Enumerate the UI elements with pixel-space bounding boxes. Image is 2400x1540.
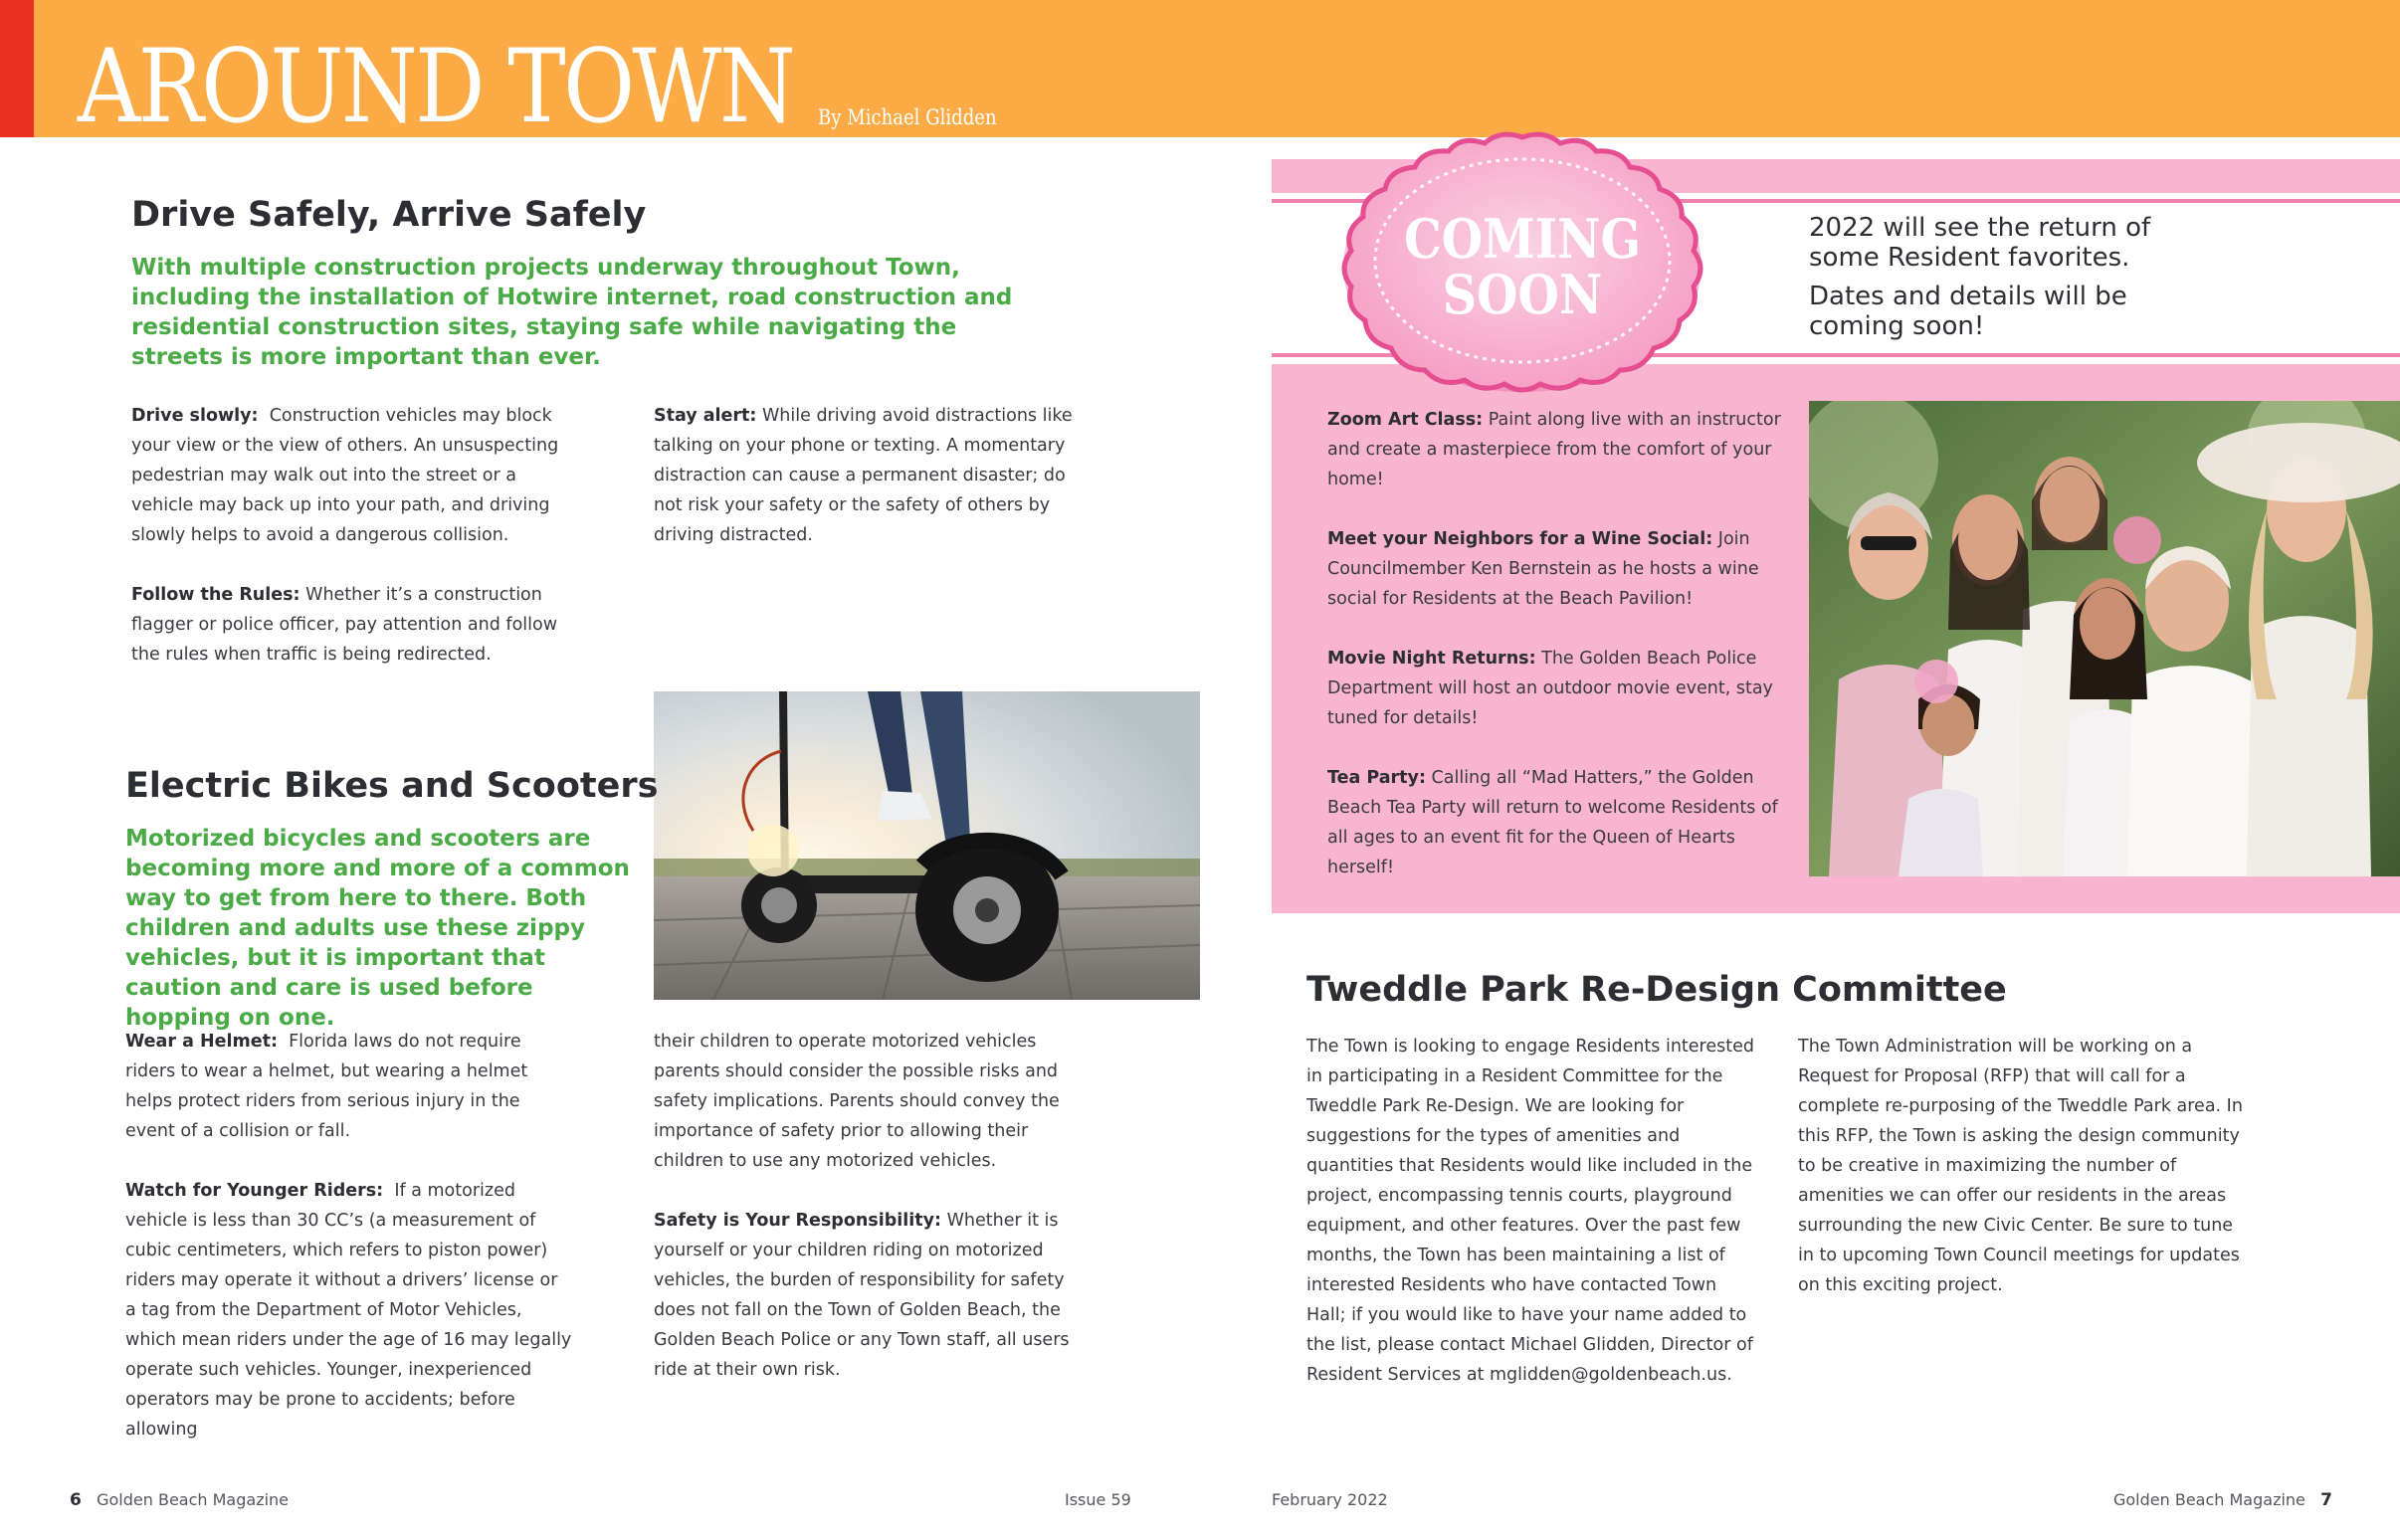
event-text: The Golden Beach Police Department will host an outdoor movie event, stay tuned for details! bbox=[1327, 649, 1773, 728]
events-list bbox=[1327, 405, 1781, 882]
drive-slowly-text: Construction vehicles may block your view or the view of others. An unsuspecting pedestrian may walk out into the street or a vehicle may back up into your path, and driving slowly helps to avoid a dangerous collision. bbox=[131, 406, 559, 545]
event-wine-social bbox=[1327, 524, 1781, 614]
drive-section-title: Drive Safely, Arrive Safely bbox=[131, 195, 647, 235]
event-text: Calling all “Mad Hatters,” the Golden Beach Tea Party will return to welcome Residents of all ages to an event fit for the Queen of Hearts herself! bbox=[1327, 768, 1778, 877]
residents-group-photo bbox=[1809, 401, 2400, 876]
header-accent-bar bbox=[0, 0, 34, 137]
drive-alert-text: While driving avoid distractions like talking on your phone or texting. A momentary distraction can cause a permanent disaster; do not risk your safety or the safety of others by driving distracted. bbox=[654, 406, 1073, 545]
page-title: AROUND TOWN bbox=[78, 28, 794, 146]
footer-left bbox=[70, 1490, 289, 1510]
event-text: Paint along live with an instructor and create a masterpiece from the comfort of your home! bbox=[1327, 410, 1781, 489]
event-movie-night bbox=[1327, 644, 1781, 733]
drive-alert-label: Stay alert: bbox=[654, 406, 757, 426]
ebikes-col-1 bbox=[125, 1027, 573, 1444]
footer-date: February 2022 bbox=[1272, 1490, 1388, 1509]
ebikes-col-2 bbox=[654, 1027, 1097, 1385]
ebikes-lead: Motorized bicycles and scooters are becoming more and more of a common way to get from here to there. Both children and adults use these zippy vehicles, but it is important that caution and care is used before hopping on one. bbox=[125, 826, 630, 1031]
drive-rules-para bbox=[131, 580, 569, 670]
drive-alert-para bbox=[654, 401, 1087, 550]
scooter-photo bbox=[654, 691, 1200, 1000]
drive-slowly-para bbox=[131, 401, 569, 550]
event-label: Meet your Neighbors for a Wine Social: bbox=[1327, 529, 1713, 549]
tweddle-col-1: The Town is looking to engage Residents interested in participating in a Resident Committee for the Tweddle Park Re-Design. We are looking for suggestions for the types of amenities and quantities that Residents would like included in the project, encompassing tennis courts, playground equipment, and other features. Over the past few months, the Town has been maintaining a list of interested Residents who have contacted Town Hall; if you would like to have your name added to the list, please contact Michael Glidden, Director of Resident Services at mglidden@goldenbeach.us. bbox=[1306, 1037, 1754, 1385]
coming-soon-badge bbox=[1339, 127, 1705, 396]
event-label: Movie Night Returns: bbox=[1327, 649, 1536, 669]
responsibility-para bbox=[654, 1206, 1097, 1385]
coming-intro-3: Dates and details will be bbox=[1809, 282, 2127, 311]
helmet-para bbox=[125, 1027, 573, 1146]
event-label: Tea Party: bbox=[1327, 768, 1426, 788]
coming-intro-1: 2022 will see the return of bbox=[1809, 213, 2151, 243]
ebikes-section-title: Electric Bikes and Scooters bbox=[125, 766, 659, 806]
coming-intro-4: coming soon! bbox=[1809, 311, 1985, 341]
younger-label: Watch for Younger Riders: bbox=[125, 1181, 384, 1201]
drive-rules-label: Follow the Rules: bbox=[131, 585, 300, 605]
footer-right bbox=[2113, 1490, 2332, 1510]
event-zoom-art bbox=[1327, 405, 1781, 494]
event-text: Join Councilmember Ken Bernstein as he hosts a wine social for Residents at the Beach Pavilion! bbox=[1327, 529, 1759, 609]
byline: By Michael Glidden bbox=[818, 105, 997, 129]
drive-rules-text: Whether it’s a construction flagger or police officer, pay attention and follow the rules when traffic is being redirected. bbox=[131, 585, 558, 665]
responsibility-text: Whether it is yourself or your children riding on motorized vehicles, the burden of responsibility for safety does not fall on the Town of Golden Beach, the Golden Beach Police or any Town staff, all users ride at their own risk. bbox=[654, 1211, 1070, 1380]
drive-slowly-label: Drive slowly: bbox=[131, 406, 259, 426]
event-label: Zoom Art Class: bbox=[1327, 410, 1484, 430]
helmet-label: Wear a Helmet: bbox=[125, 1032, 278, 1052]
younger-cont: their children to operate motorized vehicles parents should consider the possible risks and safety implications. Parents should convey the importance of safety prior to allowing their children to use any motorized vehicles. bbox=[654, 1032, 1060, 1171]
responsibility-label: Safety is Your Responsibility: bbox=[654, 1211, 942, 1231]
right-magazine-name: Golden Beach Magazine bbox=[2112, 1490, 2305, 1509]
badge-text bbox=[1361, 207, 1684, 326]
badge-line-2: SOON bbox=[1442, 263, 1603, 326]
drive-col-1 bbox=[131, 401, 569, 670]
badge-line-1: COMING bbox=[1403, 207, 1642, 271]
left-page-number: 6 bbox=[70, 1490, 82, 1510]
right-page-number: 7 bbox=[2320, 1490, 2332, 1510]
helmet-text: Florida laws do not require riders to wear a helmet, but wearing a helmet helps protect riders from serious injury in the event of a collision or fall. bbox=[125, 1032, 528, 1141]
tweddle-section-title: Tweddle Park Re-Design Committee bbox=[1306, 970, 2007, 1010]
tweddle-col-2: The Town Administration will be working on a Request for Proposal (RFP) that will call for a complete re-purposing of the Tweddle Park area. In this RFP, the Town is asking the design community to be creative in maximizing the number of amenities we can offer our residents in the areas surrounding the new Civic Center. Be sure to tune in to upcoming Town Council meetings for updates on this exciting project. bbox=[1798, 1037, 2243, 1295]
event-tea-party bbox=[1327, 763, 1781, 882]
drive-lead: With multiple construction projects underway throughout Town, including the installation of Hotwire internet, road construction and residential construction sites, staying safe while navigating the streets is more important than ever. bbox=[131, 255, 1013, 370]
younger-text: If a motorized vehicle is less than 30 CC’s (a measurement of cubic centimeters, which refers to piston power) riders may operate it without a drivers’ license or a tag from the Department of Motor Vehicles, which mean riders under the age of 16 may legally operate such vehicles. Younger, inexperienced operators may be prone to accidents; before allowing bbox=[125, 1181, 572, 1440]
left-magazine-name: Golden Beach Magazine bbox=[97, 1490, 290, 1509]
drive-col-2 bbox=[654, 401, 1087, 550]
coming-intro-2: some Resident favorites. bbox=[1809, 243, 2130, 273]
footer-issue: Issue 59 bbox=[1065, 1490, 1131, 1509]
younger-para bbox=[125, 1176, 573, 1444]
